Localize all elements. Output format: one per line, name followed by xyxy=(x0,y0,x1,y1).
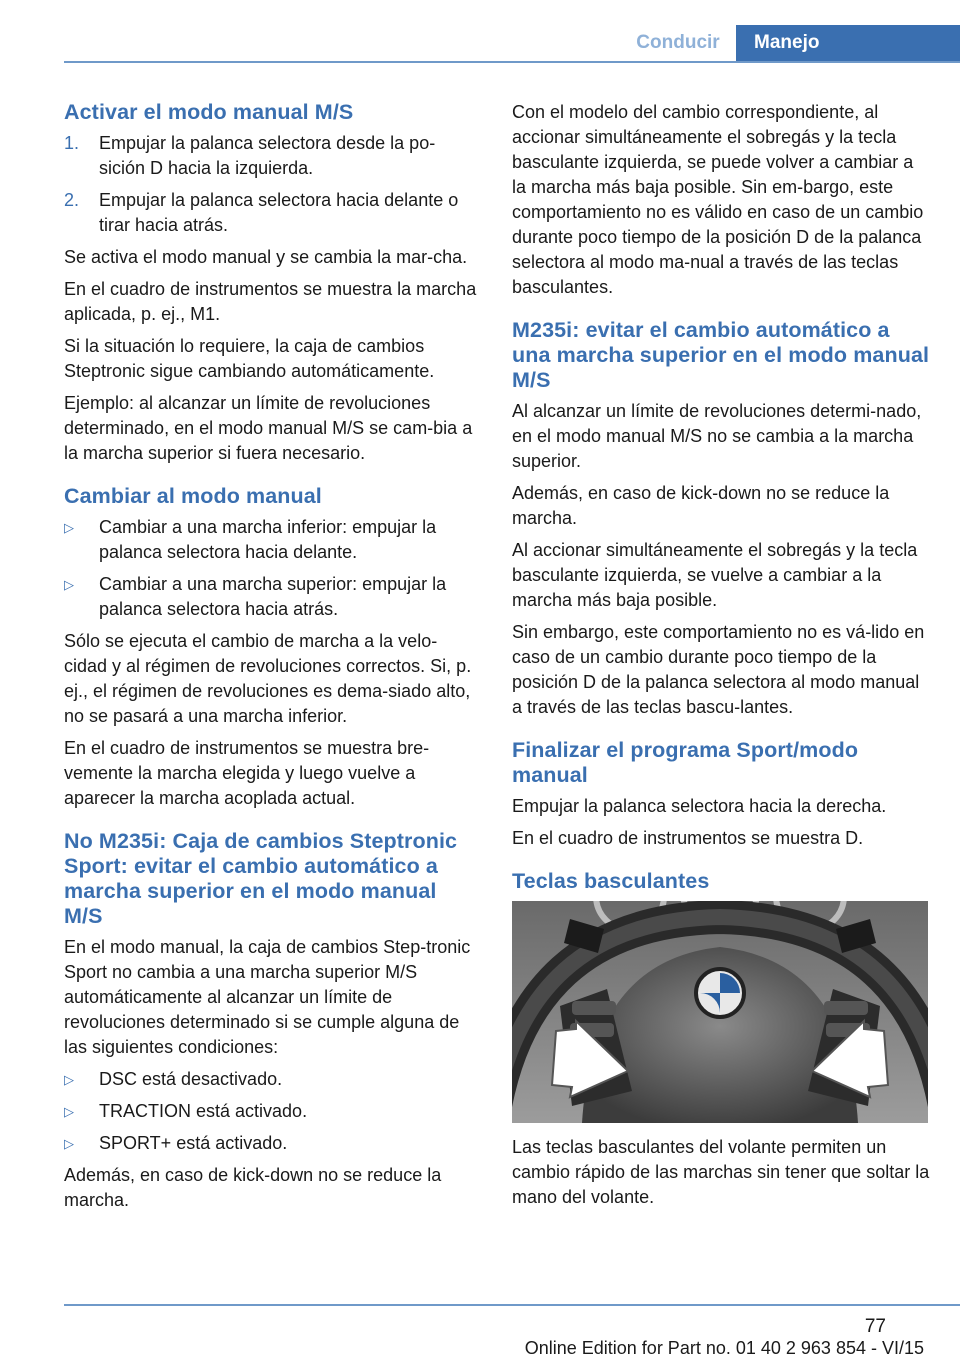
numbered-step xyxy=(64,131,480,181)
tab-conducir[interactable]: Conducir xyxy=(636,32,720,53)
bullet-item xyxy=(64,1067,480,1092)
section-heading: M235i: evitar el cambio automático a una marcha superior en el modo manual M/S xyxy=(512,318,930,392)
paragraph: Sin embargo, este comportamiento no es vá-lido en caso de un cambio durante poco tiempo de la posición D de la palanca selectora al modo manual a través de las teclas bascu-lantes. xyxy=(512,622,925,717)
triangle-bullet-icon: ▷ xyxy=(64,577,74,592)
paragraph: En el modo manual, la caja de cambios Step-tronic Sport no cambia a una marcha superior M/S automáticamente al alcanzar un límite de revoluciones determinado si se cumple alguna de las siguientes condiciones: xyxy=(64,937,471,1057)
section-heading: No M235i: Caja de cambios Steptronic Sport: evitar el cambio automático a marcha superior en el modo manual M/S xyxy=(64,829,458,928)
section-heading: Cambiar al modo manual xyxy=(64,484,322,508)
paragraph: En el cuadro de instrumentos se muestra D. xyxy=(512,828,864,848)
bullet-text: DSC está desactivado. xyxy=(99,1069,283,1089)
bullet-item xyxy=(64,515,480,565)
bullet-text: Cambiar a una marcha inferior: empujar la palanca selectora hacia delante. xyxy=(99,517,437,562)
paragraph: Además, en caso de kick-down no se reduce la marcha. xyxy=(64,1165,442,1210)
page-number: 77 xyxy=(864,1316,886,1337)
paragraph: Se activa el modo manual y se cambia la mar-cha. xyxy=(64,247,468,267)
bullet-item xyxy=(64,1131,480,1156)
paragraph: Las teclas basculantes del volante permiten un cambio rápido de las marchas sin tener que soltar la mano del volante. xyxy=(512,1137,930,1207)
step-text: Empujar la palanca selectora hacia delante o tirar hacia atrás. xyxy=(99,190,459,235)
footer-divider xyxy=(64,1304,960,1306)
step-number: 2. xyxy=(64,190,80,210)
triangle-bullet-icon: ▷ xyxy=(64,1072,74,1087)
paragraph: Si la situación lo requiere, la caja de cambios Steptronic sigue cambiando automáticamente. xyxy=(64,336,435,381)
left-column xyxy=(64,100,480,1213)
bullet-text: Cambiar a una marcha superior: empujar la palanca selectora hacia atrás. xyxy=(99,574,447,619)
step-text: Empujar la palanca selectora desde la po-sición D hacia la izquierda. xyxy=(99,133,436,178)
tab-manejo[interactable]: Manejo xyxy=(736,25,960,61)
triangle-bullet-icon: ▷ xyxy=(64,1104,74,1119)
paragraph: Ejemplo: al alcanzar un límite de revoluciones determinado, en el modo manual M/S se cam-bia a la marcha superior si fuera necesario. xyxy=(64,393,473,463)
paragraph: Al alcanzar un límite de revoluciones determi-nado, en el modo manual M/S no se cambia a la marcha superior. xyxy=(512,401,922,471)
step-number: 1. xyxy=(64,133,80,153)
section-heading: Finalizar el programa Sport/modo manual xyxy=(512,738,859,787)
numbered-step xyxy=(64,188,480,238)
paragraph: En el cuadro de instrumentos se muestra bre-vemente la marcha elegida y luego vuelve a aparecer la marcha acoplada actual. xyxy=(64,738,430,808)
bullet-item xyxy=(64,572,480,622)
paragraph: Sólo se ejecuta el cambio de marcha a la velo-cidad y al régimen de revoluciones correctos. Si, p. ej., el régimen de revoluciones es dema-siado alto, no se pasará a una marcha inferior. xyxy=(64,631,472,726)
header-divider xyxy=(64,61,960,63)
right-column xyxy=(512,100,930,1210)
bullet-text: TRACTION está activado. xyxy=(99,1101,308,1121)
section-heading: Activar el modo manual M/S xyxy=(64,100,354,124)
paragraph: Al accionar simultáneamente el sobregás y la tecla basculante izquierda, se vuelve a cambiar a la marcha más baja posible. xyxy=(512,540,918,610)
paragraph: Empujar la palanca selectora hacia la derecha. xyxy=(512,796,887,816)
triangle-bullet-icon: ▷ xyxy=(64,1136,74,1151)
bullet-text: SPORT+ está activado. xyxy=(99,1133,288,1153)
paragraph: En el cuadro de instrumentos se muestra la marcha aplicada, p. ej., M1. xyxy=(64,279,477,324)
paragraph: Además, en caso de kick-down no se reduce la marcha. xyxy=(512,483,890,528)
paragraph: Con el modelo del cambio correspondiente, al accionar simultáneamente el sobregás y la tecla basculante izquierda, se puede volver a cambiar a la marcha más baja posible. Sin em-bargo, este comportamiento no es válido en caso de un cambio durante poco tiempo de la posición D de la palanca selectora al modo ma-nual a través de las teclas basculantes. xyxy=(512,102,924,297)
bullet-item xyxy=(64,1099,480,1124)
steering-wheel-paddles-figure xyxy=(512,901,928,1123)
footer-edition-text: Online Edition for Part no. 01 40 2 963 854 - VI/15 xyxy=(524,1338,924,1358)
triangle-bullet-icon: ▷ xyxy=(64,520,74,535)
section-heading: Teclas basculantes xyxy=(512,869,710,893)
